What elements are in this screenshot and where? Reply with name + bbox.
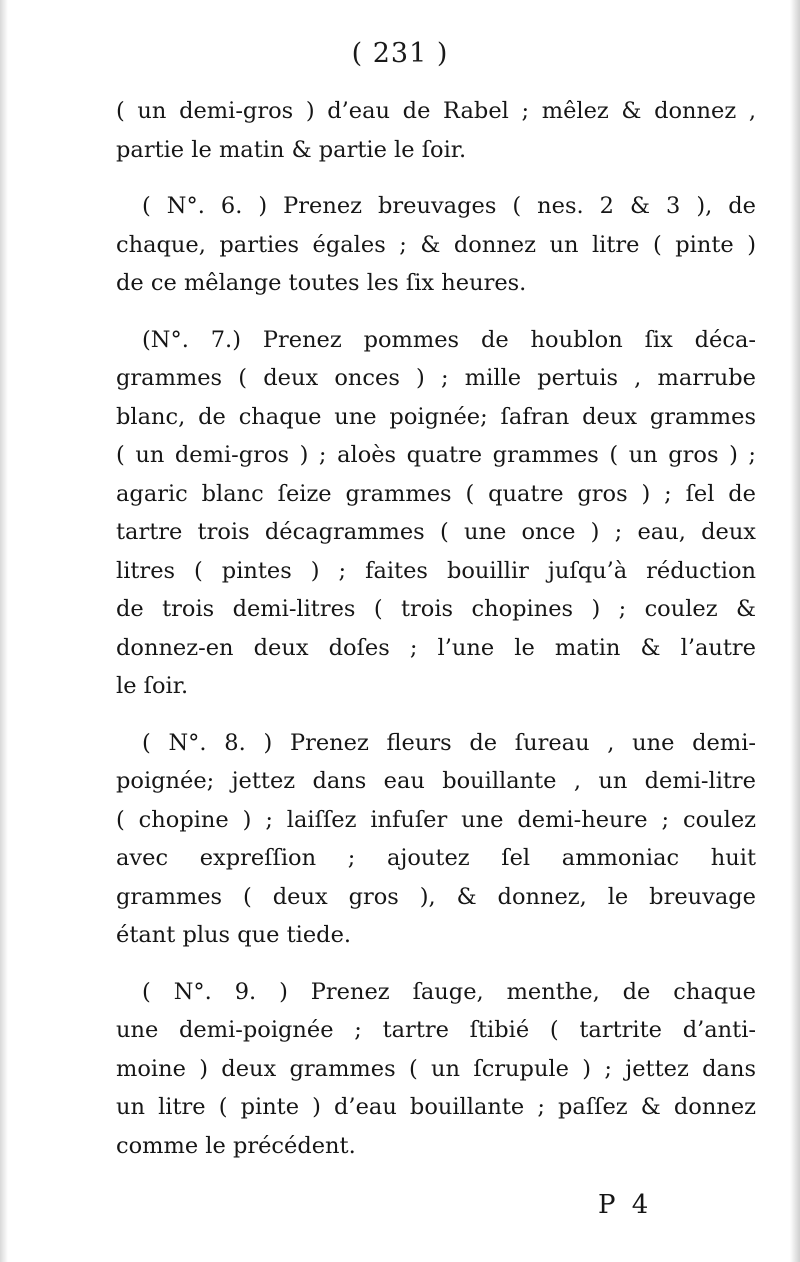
text-line: tartre trois décagrammes ( une once ) ; eau, deux [116, 519, 756, 545]
text-line: ( chopine ) ; laiſſez infuſer une demi-heure ; coulez [116, 806, 756, 833]
body-text [116, 92, 756, 1165]
text-line: moine ) deux grammes ( un ſcrupule ) ; jettez dans [116, 1055, 756, 1082]
text-line: partie le matin & partie le ſoir. [116, 136, 467, 163]
text-line: un litre ( pinte ) d’eau bouillante ; paſſez & donnez [116, 1094, 756, 1120]
scan-edge-left [0, 0, 8, 1262]
paragraph-recipe-9 [116, 973, 756, 1166]
text-line: le ſoir. [116, 673, 189, 699]
page-number: ( 231 ) [351, 38, 449, 69]
scan-edge-right [790, 0, 800, 1262]
text-line: (N°. 7.) Prenez pommes de houblon ſix déca- [142, 326, 756, 353]
text-line: grammes ( deux onces ) ; mille pertuis , marrube [116, 365, 756, 391]
paragraph-recipe-7 [116, 321, 756, 706]
printer-signature-mark: P 4 [598, 1190, 653, 1220]
text-line: poignée; jettez dans eau bouillante , un demi-litre [116, 768, 756, 794]
text-line: agaric blanc ſeize grammes ( quatre gros ) ; ſel de [116, 480, 756, 507]
text-line: ( N°. 8. ) Prenez fleurs de ſureau , une demi- [142, 729, 756, 756]
paragraph-recipe-8 [116, 724, 756, 955]
text-line: avec expreſſion ; ajoutez ſel ammoniac huit [116, 845, 756, 871]
text-line: litres ( pintes ) ; faites bouillir juſqu’à réduction [116, 557, 756, 584]
text-line: grammes ( deux gros ), & donnez, le breuvage [116, 883, 756, 910]
text-line: ( N°. 9. ) Prenez ſauge, menthe, de chaque [142, 978, 756, 1005]
text-line: ( un demi-gros ) d’eau de Rabel ; mêlez & donnez , [116, 98, 756, 124]
text-line: étant plus que tiede. [116, 922, 352, 948]
paragraph-continuation [116, 92, 756, 169]
text-line: une demi-poignée ; tartre ſtibié ( tartrite d’anti- [116, 1017, 756, 1043]
text-line: ( un demi-gros ) ; aloès quatre grammes ( un gros ) ; [116, 442, 756, 468]
text-line: de trois demi-litres ( trois chopines ) ; coulez & [116, 596, 756, 622]
text-line: blanc, de chaque une poignée; ſafran deux grammes [116, 403, 756, 430]
text-line: chaque, parties égales ; & donnez un litre ( pinte ) [116, 231, 756, 258]
text-line: de ce mêlange toutes les ſix heures. [116, 270, 527, 296]
text-line: ( N°. 6. ) Prenez breuvages ( nes. 2 & 3 ), de [142, 193, 756, 219]
text-line: donnez-en deux doſes ; l’une le matin & l’autre [116, 634, 756, 661]
paragraph-recipe-6 [116, 187, 756, 303]
text-line: comme le précédent. [116, 1132, 356, 1159]
